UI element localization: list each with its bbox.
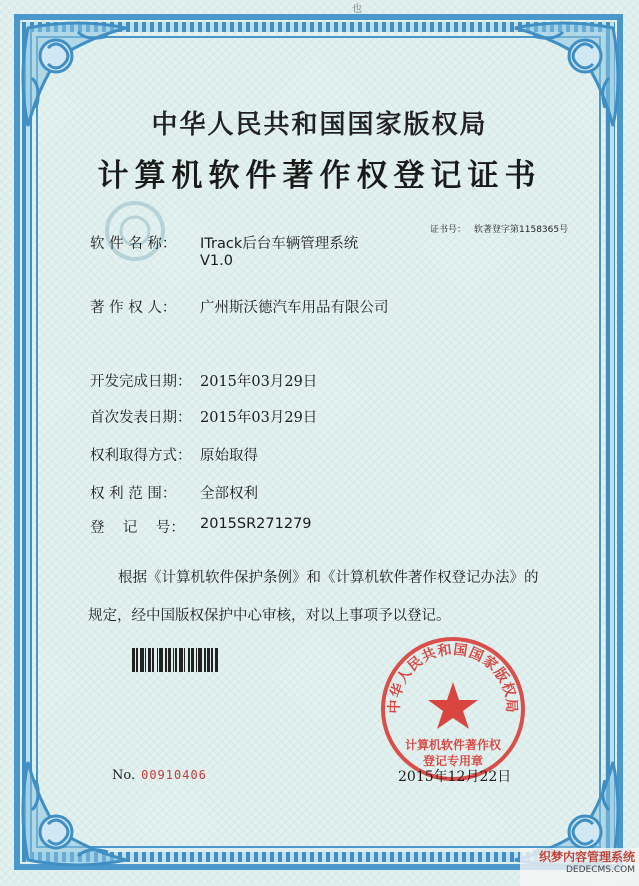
issue-date: 2015年12月22日 bbox=[398, 769, 512, 785]
barcode bbox=[132, 648, 234, 672]
software-name-label: 软 件 名 称： bbox=[90, 236, 177, 252]
watermark-line2: DEDECMS.COM bbox=[566, 865, 635, 875]
official-seal bbox=[378, 634, 528, 784]
pub-date-row bbox=[90, 406, 317, 427]
software-name-row bbox=[90, 232, 358, 269]
acquire-label: 权利取得方式： bbox=[90, 448, 192, 464]
pub-date-label: 首次发表日期： bbox=[90, 410, 192, 426]
dev-date-row bbox=[90, 370, 317, 391]
serial-value: 00910406 bbox=[141, 768, 207, 782]
certificate-number-value: 软著登字第1158365号 bbox=[474, 225, 569, 235]
software-name-line1: ITrack后台车辆管理系统 bbox=[200, 236, 359, 252]
owner-row bbox=[90, 296, 389, 317]
software-version: V1.0 bbox=[200, 253, 233, 269]
seal-ring-text: 中华人民共和国国家版权局 bbox=[386, 641, 520, 714]
dev-date-value: 2015年03月29日 bbox=[200, 374, 318, 390]
certificate-number-label: 证书号： bbox=[430, 225, 467, 235]
scope-row bbox=[90, 482, 258, 503]
acquire-value: 原始取得 bbox=[200, 448, 258, 464]
software-name-value bbox=[200, 232, 358, 269]
seal-line2: 登记专用章 bbox=[422, 754, 484, 768]
scope-value: 全部权利 bbox=[200, 486, 258, 502]
reg-no-label: 登 记 号： bbox=[90, 520, 185, 536]
reg-no-value: 2015SR271279 bbox=[200, 516, 312, 532]
statement-line1: 根据《计算机软件保护条例》和《计算机软件著作权登记办法》的 bbox=[118, 570, 539, 586]
serial-label: No. bbox=[112, 768, 136, 783]
reg-no-row bbox=[90, 516, 312, 537]
site-watermark bbox=[520, 848, 639, 886]
certificate-number bbox=[430, 222, 568, 235]
seal-line1: 计算机软件著作权 bbox=[404, 738, 502, 752]
watermark-line1: 织梦内容管理系统 bbox=[538, 850, 635, 864]
statement-line2: 规定，经中国版权保护中心审核，对以上事项予以登记。 bbox=[88, 608, 451, 624]
acquire-row bbox=[90, 444, 258, 465]
owner-value: 广州斯沃德汽车用品有限公司 bbox=[200, 300, 389, 316]
serial-number bbox=[112, 768, 207, 783]
top-mark: 也 bbox=[352, 4, 362, 15]
certificate-title: 计算机软件著作权登记证书 bbox=[97, 158, 542, 194]
pub-date-value: 2015年03月29日 bbox=[200, 410, 318, 426]
issuing-authority: 中华人民共和国国家版权局 bbox=[151, 110, 488, 140]
dev-date-label: 开发完成日期： bbox=[90, 374, 192, 390]
scope-label: 权 利 范 围： bbox=[90, 486, 177, 502]
owner-label: 著 作 权 人： bbox=[90, 300, 177, 316]
